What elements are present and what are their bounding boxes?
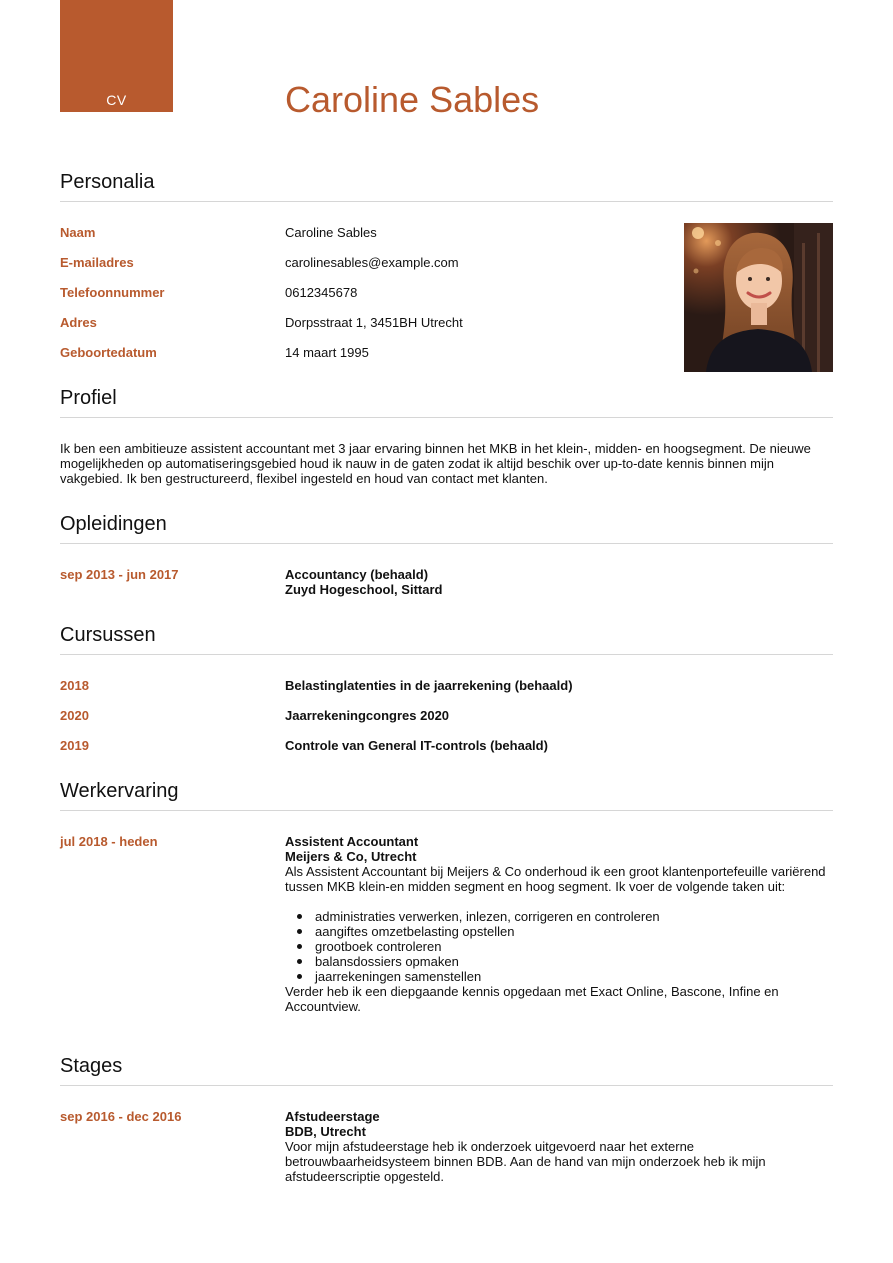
list-item: administraties verwerken, inlezen, corrigeren en controleren — [315, 909, 833, 924]
work-company: Meijers & Co, Utrecht — [285, 849, 417, 864]
course-entry — [60, 678, 833, 708]
field-label: Adres — [60, 315, 97, 330]
cv-badge-label: CV — [106, 92, 127, 108]
section-title-opleidingen: Opleidingen — [60, 512, 833, 544]
internship-description: Voor mijn afstudeerstage heb ik onderzoek uitgevoerd naar het externe betrouwbaarheidsysteem binnen BDB. Aan de hand van mijn onderzoek heb ik mijn afstudeerscriptie opgesteld. — [285, 1139, 766, 1184]
work-outro: Verder heb ik een diepgaande kennis opgedaan met Exact Online, Bascone, Infine en Accountview. — [285, 984, 779, 1014]
internship-entry — [60, 1109, 833, 1184]
course-year: 2020 — [60, 708, 89, 723]
section-title-stages: Stages — [60, 1054, 833, 1086]
list-item: balansdossiers opmaken — [315, 954, 833, 969]
education-period: sep 2013 - jun 2017 — [60, 567, 179, 582]
cv-badge — [60, 0, 173, 112]
field-label: Telefoonnummer — [60, 285, 165, 300]
section-title-werkervaring: Werkervaring — [60, 779, 833, 811]
internship-role: Afstudeerstage — [285, 1109, 380, 1124]
field-value: 0612345678 — [285, 285, 358, 300]
section-werkervaring — [60, 779, 833, 1014]
work-entry — [60, 834, 833, 1014]
profile-text: Ik ben een ambitieuze assistent accountant met 3 jaar ervaring binnen het MKB in het klein-, midden- en hoogsegment. De nieuwe mogelijkheden op automatiseringsgebied houd ik nauw in de gaten zodat ik altijd beschik over up-to-date kennis binnen mijn vakgebied. Ik ben gestructureerd, flexibel ingesteld en houd van contact met klanten. — [60, 441, 811, 486]
section-profiel — [60, 386, 833, 486]
course-year: 2019 — [60, 738, 89, 753]
field-label: Naam — [60, 225, 96, 240]
work-intro: Als Assistent Accountant bij Meijers & Co onderhoud ik een groot klantenportefeuille variërend tussen MKB klein-en midden segment en hoog segment. Ik voer de volgende taken uit: — [285, 864, 826, 894]
course-name: Belastinglatenties in de jaarrekening (behaald) — [285, 678, 573, 693]
section-stages — [60, 1054, 833, 1184]
profile-photo — [684, 223, 833, 372]
internship-company: BDB, Utrecht — [285, 1124, 366, 1139]
field-label: Geboortedatum — [60, 345, 157, 360]
education-entry — [60, 567, 833, 597]
field-value: carolinesables@example.com — [285, 255, 459, 270]
education-institution: Zuyd Hogeschool, Sittard — [285, 582, 443, 597]
work-task-list — [285, 909, 833, 984]
field-value: Dorpsstraat 1, 3451BH Utrecht — [285, 315, 463, 330]
field-value: 14 maart 1995 — [285, 345, 369, 360]
work-period: jul 2018 - heden — [60, 834, 158, 849]
section-opleidingen — [60, 512, 833, 597]
field-label: E-mailadres — [60, 255, 134, 270]
course-year: 2018 — [60, 678, 89, 693]
course-name: Jaarrekeningcongres 2020 — [285, 708, 450, 723]
work-role: Assistent Accountant — [285, 834, 419, 849]
course-entry — [60, 708, 833, 738]
section-title-personalia: Personalia — [60, 170, 833, 202]
list-item: grootboek controleren — [315, 939, 833, 954]
section-title-profiel: Profiel — [60, 386, 833, 418]
course-name: Controle van General IT-controls (behaald) — [285, 738, 548, 753]
field-value: Caroline Sables — [285, 225, 377, 240]
section-title-cursussen: Cursussen — [60, 623, 833, 655]
candidate-name: Caroline Sables — [285, 79, 540, 120]
course-entry — [60, 738, 833, 753]
list-item: jaarrekeningen samenstellen — [315, 969, 833, 984]
section-cursussen — [60, 623, 833, 753]
internship-period: sep 2016 - dec 2016 — [60, 1109, 182, 1124]
education-name: Accountancy (behaald) — [285, 567, 429, 582]
list-item: aangiftes omzetbelasting opstellen — [315, 924, 833, 939]
